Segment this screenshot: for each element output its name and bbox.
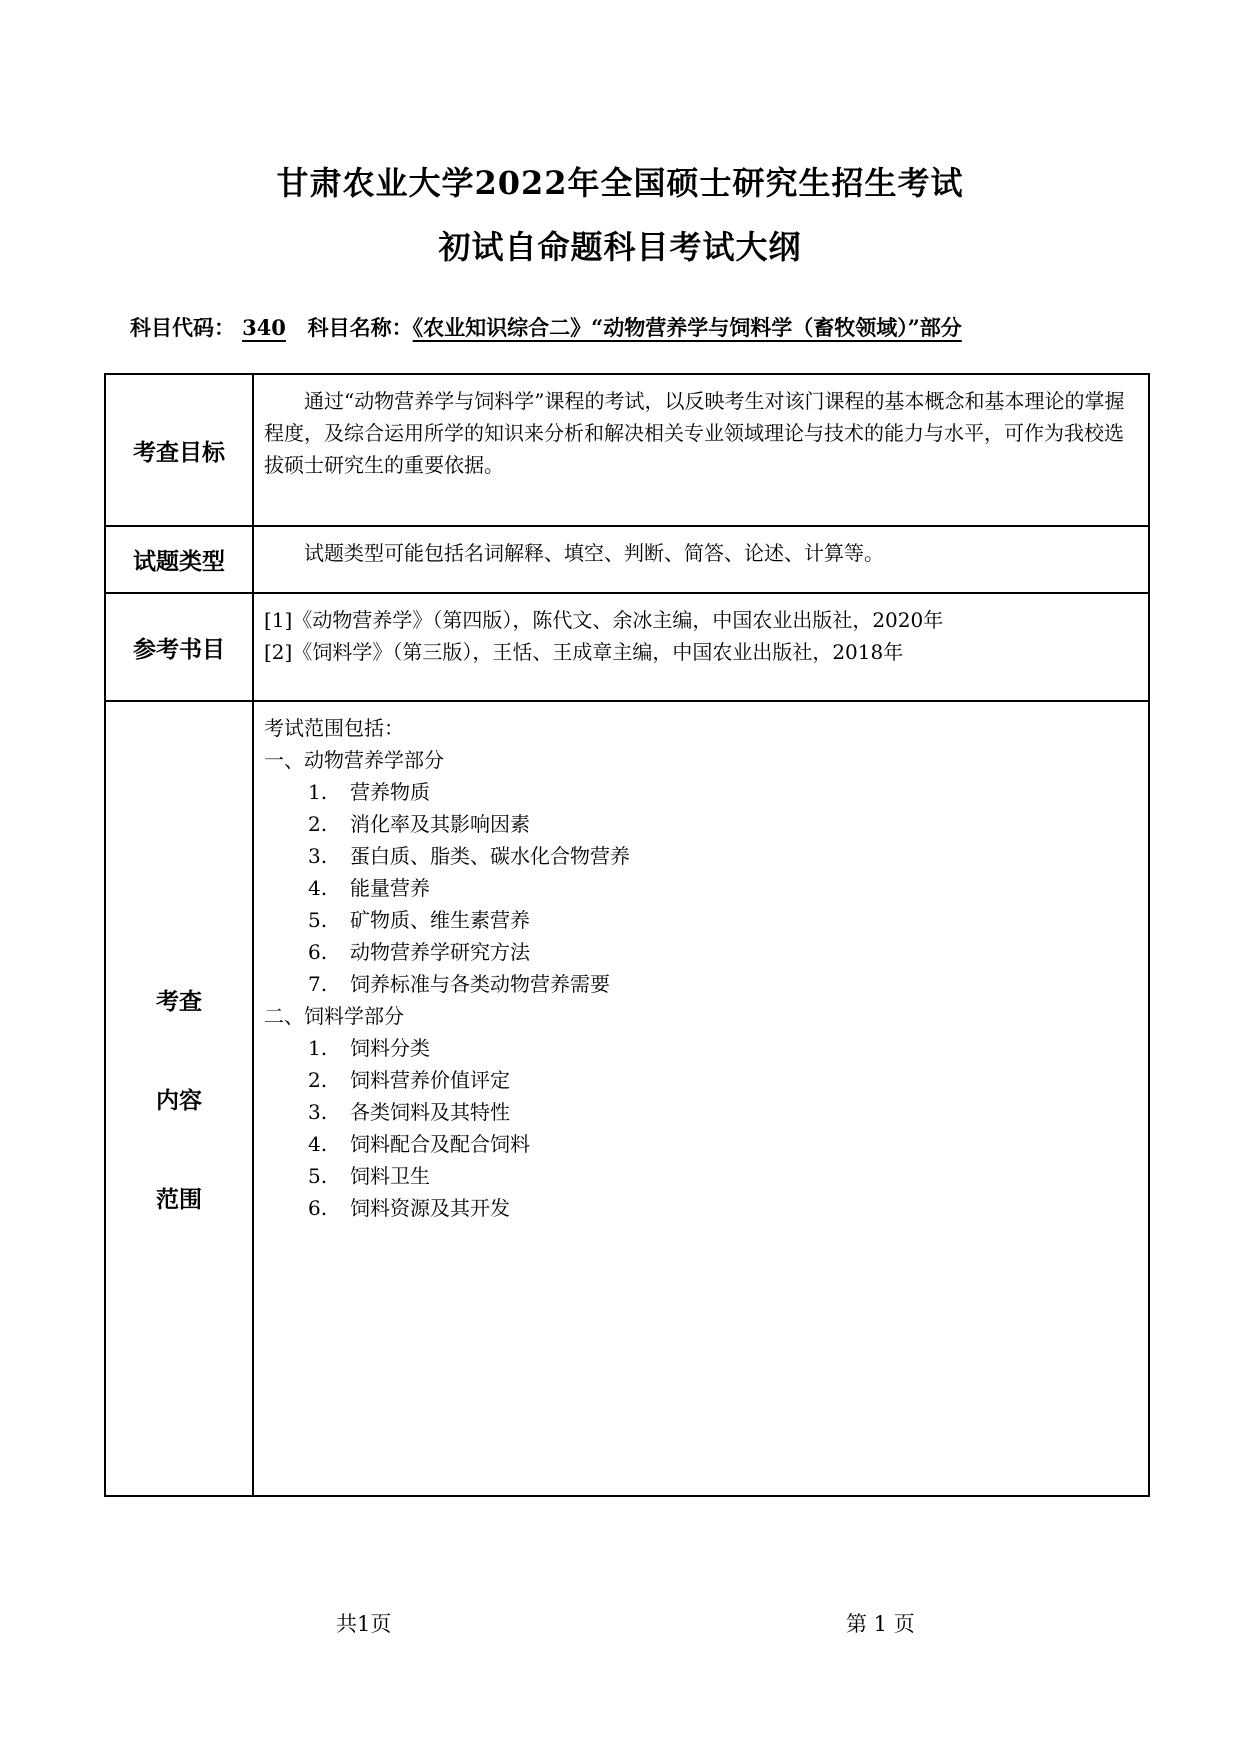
subject-code: 340 (242, 315, 286, 340)
list-item: 6. 动物营养学研究方法 (308, 940, 530, 964)
table-row-references (105, 593, 1149, 701)
scope-content (253, 701, 1149, 1496)
section-heading: 二、饲料学部分 (264, 1004, 404, 1028)
footer-page-number: 第 1 页 (846, 1612, 915, 1636)
reference-item: [1]《动物营养学》（第四版），陈代文、余冰主编，中国农业出版社，2020年 (264, 608, 944, 632)
footer-total-pages: 共1页 (336, 1612, 392, 1636)
list-item: 1. 营养物质 (308, 780, 430, 804)
references-content (253, 593, 1149, 701)
list-item: 2. 消化率及其影响因素 (308, 812, 530, 836)
scope-label (105, 701, 253, 1496)
scope-label-part: 考查 (156, 988, 202, 1015)
list-item: 1. 饲料分类 (308, 1036, 430, 1060)
goal-label: 考查目标 (105, 374, 253, 526)
list-item: 5. 矿物质、维生素营养 (308, 908, 530, 932)
references-label: 参考书目 (105, 593, 253, 701)
reference-item: [2]《饲料学》（第三版），王恬、王成章主编，中国农业出版社，2018年 (264, 640, 904, 664)
section-heading: 一、动物营养学部分 (264, 748, 444, 772)
table-row-type (105, 526, 1149, 593)
type-text: 试题类型可能包括名词解释、填空、判断、简答、论述、计算等。 (304, 541, 884, 565)
subject-name-label: 科目名称： (307, 315, 413, 340)
subject-name: 《农业知识综合二》“动物营养学与饲料学（畜牧领域）”部分 (412, 315, 962, 340)
goal-text: 通过“动物营养学与饲料学”课程的考试，以反映考生对该门课程的基本概念和基本理论的掌握程度，及综合运用所学的知识来分析和解决相关专业领域理论与技术的能力与水平，可作为我校选拔硕士研究生的重要依据。 (264, 389, 1125, 477)
list-item: 3. 蛋白质、脂类、碳水化合物营养 (308, 844, 630, 868)
document-title-line1: 甘肃农业大学2022年全国硕士研究生招生考试 (276, 164, 964, 202)
scope-label-part: 内容 (156, 1087, 202, 1114)
type-content (253, 526, 1149, 593)
document-title-line2: 初试自命题科目考试大纲 (438, 228, 802, 266)
list-item: 6. 饲料资源及其开发 (308, 1196, 510, 1220)
scope-label-part: 范围 (156, 1186, 202, 1213)
subject-line (130, 312, 962, 342)
table-row-goal (105, 374, 1149, 526)
goal-content (253, 374, 1149, 526)
scope-intro: 考试范围包括： (264, 716, 404, 740)
list-item: 4. 能量营养 (308, 876, 430, 900)
list-item: 4. 饲料配合及配合饲料 (308, 1132, 530, 1156)
list-item: 7. 饲养标准与各类动物营养需要 (308, 972, 610, 996)
list-item: 2. 饲料营养价值评定 (308, 1068, 510, 1092)
table-row-scope (105, 701, 1149, 1496)
exam-outline-table (104, 373, 1150, 1497)
list-item: 3. 各类饲料及其特性 (308, 1100, 510, 1124)
list-item: 5. 饲料卫生 (308, 1164, 430, 1188)
subject-code-label: 科目代码： (130, 315, 235, 340)
type-label: 试题类型 (105, 526, 253, 593)
